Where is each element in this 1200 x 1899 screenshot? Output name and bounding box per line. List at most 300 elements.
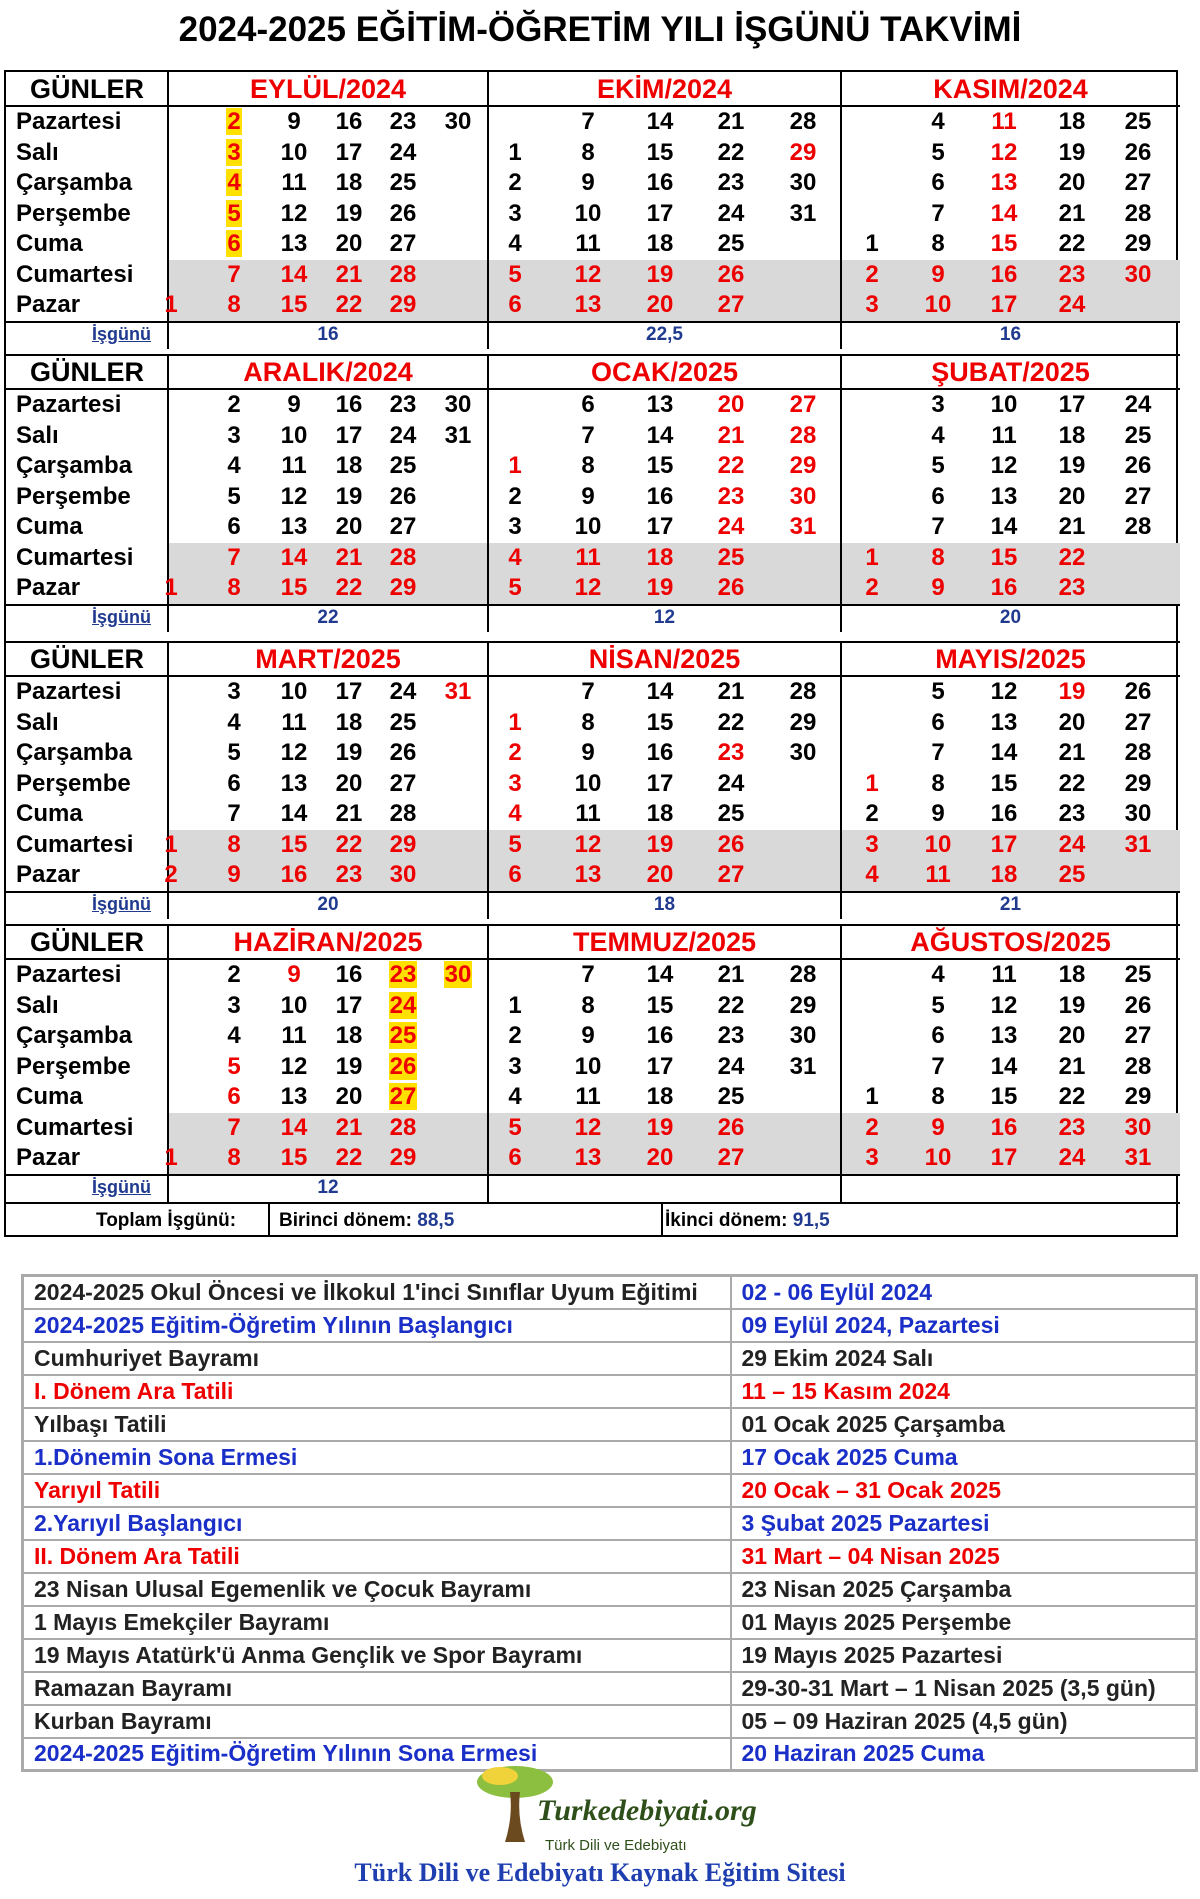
day-number: 24: [389, 421, 417, 449]
day-number: 30: [444, 391, 472, 418]
day-number: 30: [389, 861, 417, 888]
day-number: 21: [717, 108, 745, 135]
day-number: 10: [924, 830, 952, 858]
day-number: 26: [1124, 138, 1152, 166]
day-number: 29: [389, 830, 417, 858]
day-number: 7: [931, 199, 945, 227]
day-number: 18: [335, 452, 363, 479]
workday-count: 16: [999, 323, 1022, 345]
day-number: 6: [931, 169, 945, 196]
day-number: 14: [990, 513, 1018, 540]
day-number: 18: [646, 800, 674, 827]
event-name: 23 Nisan Ulusal Egemenlik ve Çocuk Bayramı: [23, 1573, 731, 1606]
month-name: MART/2025: [255, 644, 401, 674]
day-number: 21: [1058, 739, 1086, 766]
day-number: 2: [227, 108, 241, 135]
day-number: 24: [717, 769, 745, 797]
day-number: 5: [508, 260, 522, 288]
day-number: 16: [280, 861, 308, 888]
day-number: 8: [227, 291, 241, 318]
month-name: HAZİRAN/2025: [233, 927, 423, 957]
day-number: 2: [508, 169, 522, 196]
event-name: I. Dönem Ara Tatili: [23, 1375, 731, 1408]
workday-count: 20: [317, 893, 339, 915]
day-number: 26: [1124, 678, 1152, 705]
days-header: GÜNLER: [30, 644, 144, 674]
day-label: Pazar: [16, 861, 81, 888]
day-number: 30: [444, 108, 472, 135]
workday-count: 20: [999, 606, 1022, 628]
day-number: 28: [1124, 513, 1152, 540]
day-number: 14: [990, 739, 1018, 766]
day-number: 9: [931, 800, 945, 827]
day-number: 9: [227, 861, 241, 888]
day-number: 30: [789, 169, 817, 196]
day-number: 7: [581, 108, 595, 135]
day-number: 5: [227, 739, 241, 766]
event-name: Kurban Bayramı: [23, 1705, 731, 1738]
day-number: 29: [1124, 769, 1152, 797]
day-number: 2: [508, 739, 522, 766]
totals-divider: [661, 1202, 663, 1235]
day-number: 21: [717, 421, 745, 449]
day-number: 24: [1058, 830, 1086, 858]
month-name: ŞUBAT/2025: [931, 357, 1090, 387]
day-number: 9: [287, 961, 301, 988]
day-number: 24: [717, 1052, 745, 1080]
day-number: 19: [335, 482, 363, 510]
day-number: 10: [924, 291, 952, 318]
day-number: 17: [335, 421, 363, 449]
day-number: 4: [865, 861, 879, 888]
calendar-table: [4, 70, 1178, 1237]
day-number: 22: [1058, 230, 1086, 257]
day-number: 2: [865, 574, 879, 601]
day-number: 15: [280, 830, 308, 858]
day-number: 26: [1124, 991, 1152, 1019]
day-number: 5: [227, 482, 241, 510]
block-divider: [6, 354, 1180, 356]
day-number: 6: [508, 861, 522, 888]
day-number: 24: [389, 678, 417, 705]
day-number: 2: [865, 1113, 879, 1141]
day-number: 8: [227, 830, 241, 858]
month-divider: [840, 355, 842, 632]
day-number: 11: [575, 800, 601, 827]
day-number: 16: [646, 482, 674, 510]
day-number: 13: [990, 1022, 1018, 1049]
day-number: 6: [227, 1083, 241, 1110]
month-name: TEMMUZ/2025: [572, 927, 757, 957]
day-number: 17: [335, 138, 363, 166]
day-number: 2: [164, 861, 178, 888]
page-title: 2024-2025 EĞİTİM-ÖĞRETİM YILI İŞGÜNÜ TAKVİMİ: [178, 10, 1022, 49]
day-number: 14: [280, 543, 308, 571]
day-number: 18: [335, 1022, 363, 1049]
day-number: 17: [990, 291, 1018, 318]
day-number: 4: [508, 230, 522, 257]
day-number: 17: [646, 1052, 674, 1080]
day-number: 25: [1058, 861, 1086, 888]
day-number: 5: [508, 1113, 522, 1141]
day-number: 17: [646, 513, 674, 540]
event-row: [23, 1705, 1197, 1738]
days-header: GÜNLER: [30, 357, 144, 387]
workday-count: 16: [317, 323, 339, 345]
day-number: 29: [789, 452, 817, 479]
day-number: 4: [508, 543, 522, 571]
event-date: 01 Mayıs 2025 Perşembe: [731, 1606, 1197, 1639]
day-number: 2: [227, 391, 241, 418]
day-number: 22: [717, 708, 745, 736]
day-number: 14: [280, 1113, 308, 1141]
day-number: 19: [335, 1052, 363, 1080]
day-number: 27: [1124, 482, 1152, 510]
day-number: 12: [574, 1113, 602, 1141]
day-number: 15: [280, 574, 308, 601]
day-number: 30: [789, 739, 817, 766]
month-name: EYLÜL/2024: [249, 74, 407, 104]
day-number: 21: [717, 961, 745, 988]
day-number: 14: [990, 199, 1018, 227]
day-number: 7: [227, 260, 241, 288]
day-number: 19: [646, 260, 674, 288]
day-label: Salı: [16, 991, 59, 1019]
day-number: 11: [281, 708, 307, 736]
day-number: 27: [717, 1144, 745, 1171]
day-label: Salı: [16, 138, 59, 166]
day-number: 13: [574, 291, 602, 318]
day-number: 4: [508, 1083, 522, 1110]
day-number: 24: [717, 199, 745, 227]
day-number: 6: [227, 230, 241, 257]
day-number: 8: [931, 230, 945, 257]
day-number: 23: [1058, 574, 1086, 601]
day-number: 8: [931, 769, 945, 797]
day-number: 21: [335, 543, 363, 571]
day-label: Pazar: [16, 291, 81, 318]
event-date: 3 Şubat 2025 Pazartesi: [731, 1507, 1197, 1540]
day-number: 22: [717, 991, 745, 1019]
event-date: 02 - 06 Eylül 2024: [731, 1276, 1197, 1309]
day-number: 4: [227, 708, 241, 736]
day-number: 5: [931, 991, 945, 1019]
day-number: 26: [389, 1052, 417, 1080]
day-number: 27: [789, 391, 817, 418]
day-number: 19: [1058, 138, 1086, 166]
day-number: 20: [335, 513, 363, 540]
day-label: Cuma: [16, 230, 83, 257]
day-number: 24: [1058, 1144, 1086, 1171]
day-number: 24: [717, 513, 745, 540]
day-number: 19: [646, 830, 674, 858]
totals-divider: [6, 1202, 1180, 1204]
day-label: Cumartesi: [16, 260, 134, 288]
event-date: 29 Ekim 2024 Salı: [731, 1342, 1197, 1375]
day-number: 16: [990, 260, 1018, 288]
day-number: 9: [581, 482, 595, 510]
day-number: 10: [574, 199, 602, 227]
day-number: 2: [508, 482, 522, 510]
svg-text:Turkedebiyati.org: Turkedebiyati.org: [537, 1794, 757, 1827]
day-number: 30: [444, 961, 472, 988]
day-number: 28: [389, 1113, 417, 1141]
day-number: 20: [335, 769, 363, 797]
day-number: 1: [508, 452, 522, 479]
day-number: 8: [581, 138, 595, 166]
day-number: 3: [227, 421, 241, 449]
day-label: Çarşamba: [16, 739, 133, 766]
day-number: 10: [574, 769, 602, 797]
day-number: 21: [1058, 1052, 1086, 1080]
event-name: Cumhuriyet Bayramı: [23, 1342, 731, 1375]
workday-count: 18: [653, 893, 676, 915]
workday-count: 21: [999, 893, 1022, 915]
day-number: 25: [1124, 108, 1152, 135]
day-number: 17: [990, 830, 1018, 858]
day-number: 20: [717, 391, 745, 418]
first-term-total: Birinci dönem: 88,5: [279, 1210, 455, 1231]
event-date: 05 – 09 Haziran 2025 (4,5 gün): [731, 1705, 1197, 1738]
day-number: 18: [1058, 421, 1086, 449]
day-number: 4: [931, 961, 945, 988]
event-date: 19 Mayıs 2025 Pazartesi: [731, 1639, 1197, 1672]
day-number: 21: [335, 260, 363, 288]
day-number: 17: [1058, 391, 1086, 418]
day-number: 29: [1124, 230, 1152, 257]
day-number: 3: [227, 678, 241, 705]
event-row: [23, 1309, 1197, 1342]
event-row: [23, 1573, 1197, 1606]
day-number: 11: [991, 108, 1017, 135]
day-number: 16: [990, 574, 1018, 601]
day-number: 30: [1124, 1113, 1152, 1141]
day-label: Cumartesi: [16, 543, 134, 571]
workday-divider: [6, 604, 1180, 606]
day-number: 23: [717, 739, 745, 766]
day-number: 12: [280, 1052, 308, 1080]
day-number: 3: [931, 391, 945, 418]
event-row: [23, 1408, 1197, 1441]
day-number: 31: [444, 678, 472, 705]
month-name: AĞUSTOS/2025: [910, 927, 1111, 957]
day-number: 28: [1124, 1052, 1152, 1080]
day-number: 29: [789, 138, 817, 166]
day-number: 11: [281, 169, 307, 196]
day-number: 21: [717, 678, 745, 705]
day-number: 26: [717, 574, 745, 601]
day-number: 23: [389, 391, 417, 418]
day-number: 9: [931, 260, 945, 288]
day-number: 22: [1058, 543, 1086, 571]
day-number: 30: [789, 482, 817, 510]
day-number: 26: [717, 830, 745, 858]
day-number: 28: [789, 421, 817, 449]
day-number: 20: [1058, 708, 1086, 736]
day-number: 12: [990, 452, 1018, 479]
event-row: [23, 1276, 1197, 1309]
day-number: 16: [646, 739, 674, 766]
event-name: Ramazan Bayramı: [23, 1672, 731, 1705]
day-number: 10: [280, 991, 308, 1019]
day-number: 22: [717, 138, 745, 166]
workday-count: 12: [317, 1176, 339, 1198]
day-number: 1: [164, 291, 178, 318]
event-date: 29-30-31 Mart – 1 Nisan 2025 (3,5 gün): [731, 1672, 1197, 1705]
site-logo: [465, 1762, 757, 1857]
day-number: 8: [581, 452, 595, 479]
day-number: 19: [1058, 991, 1086, 1019]
day-number: 25: [1124, 421, 1152, 449]
day-number: 29: [789, 991, 817, 1019]
day-number: 13: [280, 769, 308, 797]
workday-label: İşgünü: [92, 323, 151, 344]
block-divider: [6, 924, 1180, 926]
day-number: 6: [227, 769, 241, 797]
day-label: Perşembe: [16, 199, 131, 227]
day-number: 1: [865, 1083, 879, 1110]
day-number: 4: [508, 800, 522, 827]
day-number: 28: [1124, 199, 1152, 227]
event-row: [23, 1540, 1197, 1573]
day-number: 7: [581, 961, 595, 988]
day-number: 3: [865, 1144, 879, 1171]
day-number: 27: [717, 861, 745, 888]
day-number: 19: [335, 199, 363, 227]
day-number: 22: [335, 830, 363, 858]
day-number: 16: [335, 391, 363, 418]
day-number: 18: [1058, 961, 1086, 988]
day-number: 8: [581, 991, 595, 1019]
day-number: 30: [1124, 260, 1152, 288]
event-name: 2.Yarıyıl Başlangıcı: [23, 1507, 731, 1540]
day-number: 2: [865, 260, 879, 288]
event-row: [23, 1606, 1197, 1639]
day-number: 13: [280, 1083, 308, 1110]
day-number: 23: [1058, 260, 1086, 288]
day-number: 30: [1124, 800, 1152, 827]
day-number: 5: [227, 199, 241, 227]
day-number: 29: [389, 1144, 417, 1171]
day-number: 13: [574, 1144, 602, 1171]
day-number: 4: [227, 1022, 241, 1049]
workday-count: 22,5: [646, 323, 683, 345]
event-name: II. Dönem Ara Tatili: [23, 1540, 731, 1573]
day-number: 13: [280, 513, 308, 540]
day-number: 1: [508, 708, 522, 736]
day-number: 8: [931, 543, 945, 571]
day-number: 1: [164, 574, 178, 601]
day-label: Salı: [16, 421, 59, 449]
day-number: 26: [717, 1113, 745, 1141]
day-number: 4: [931, 421, 945, 449]
day-number: 7: [227, 800, 241, 827]
day-number: 16: [990, 800, 1018, 827]
day-number: 15: [990, 1083, 1018, 1110]
day-number: 13: [646, 391, 674, 418]
day-number: 24: [1058, 291, 1086, 318]
day-number: 15: [646, 452, 674, 479]
day-number: 15: [280, 1144, 308, 1171]
day-number: 17: [335, 678, 363, 705]
event-date: 11 – 15 Kasım 2024: [731, 1375, 1197, 1408]
event-date: 01 Ocak 2025 Çarşamba: [731, 1408, 1197, 1441]
day-number: 9: [287, 108, 301, 135]
day-number: 31: [444, 421, 472, 449]
day-number: 18: [646, 543, 674, 571]
day-number: 5: [227, 1052, 241, 1080]
day-number: 25: [389, 452, 417, 479]
event-date: 23 Nisan 2025 Çarşamba: [731, 1573, 1197, 1606]
day-number: 12: [280, 199, 308, 227]
day-number: 23: [717, 482, 745, 510]
day-number: 1: [508, 991, 522, 1019]
day-number: 18: [335, 708, 363, 736]
day-label: Çarşamba: [16, 452, 133, 479]
day-number: 31: [1124, 1144, 1152, 1171]
day-number: 3: [865, 830, 879, 858]
event-row: [23, 1672, 1197, 1705]
day-label: Çarşamba: [16, 1022, 133, 1049]
day-number: 8: [931, 1083, 945, 1110]
day-number: 7: [581, 678, 595, 705]
day-number: 9: [581, 169, 595, 196]
total-label: Toplam İşgünü:: [96, 1210, 237, 1231]
day-number: 4: [931, 108, 945, 135]
day-number: 23: [335, 861, 363, 888]
workday-divider: [6, 1174, 1180, 1176]
day-number: 26: [1124, 452, 1152, 479]
event-name: 2024-2025 Eğitim-Öğretim Yılının Sona Ermesi: [23, 1738, 731, 1771]
day-number: 27: [1124, 169, 1152, 196]
day-number: 20: [1058, 169, 1086, 196]
day-number: 24: [389, 138, 417, 166]
day-label: Perşembe: [16, 769, 131, 797]
day-number: 28: [789, 108, 817, 135]
day-number: 7: [581, 421, 595, 449]
month-name: OCAK/2025: [590, 357, 739, 387]
day-number: 28: [389, 543, 417, 571]
day-number: 13: [280, 230, 308, 257]
day-number: 23: [1058, 1113, 1086, 1141]
day-number: 7: [931, 739, 945, 766]
day-number: 29: [1124, 1083, 1152, 1110]
day-label: Cuma: [16, 800, 83, 827]
day-number: 18: [646, 230, 674, 257]
day-number: 27: [389, 769, 417, 797]
event-row: [23, 1474, 1197, 1507]
day-number: 18: [335, 169, 363, 196]
day-number: 25: [717, 230, 745, 257]
day-number: 6: [931, 482, 945, 510]
day-number: 31: [789, 199, 817, 227]
day-number: 27: [389, 1083, 417, 1110]
day-number: 14: [646, 961, 674, 988]
day-number: 18: [646, 1083, 674, 1110]
day-label: Pazartesi: [16, 961, 122, 988]
day-number: 8: [227, 1144, 241, 1171]
day-number: 11: [991, 961, 1017, 988]
day-number: 18: [1058, 108, 1086, 135]
event-name: 19 Mayıs Atatürk'ü Anma Gençlik ve Spor Bayramı: [23, 1639, 731, 1672]
day-number: 5: [931, 452, 945, 479]
day-number: 28: [789, 961, 817, 988]
day-number: 6: [508, 291, 522, 318]
day-number: 19: [1058, 452, 1086, 479]
month-name: KASIM/2024: [933, 74, 1088, 104]
day-number: 31: [789, 513, 817, 540]
day-number: 22: [335, 291, 363, 318]
